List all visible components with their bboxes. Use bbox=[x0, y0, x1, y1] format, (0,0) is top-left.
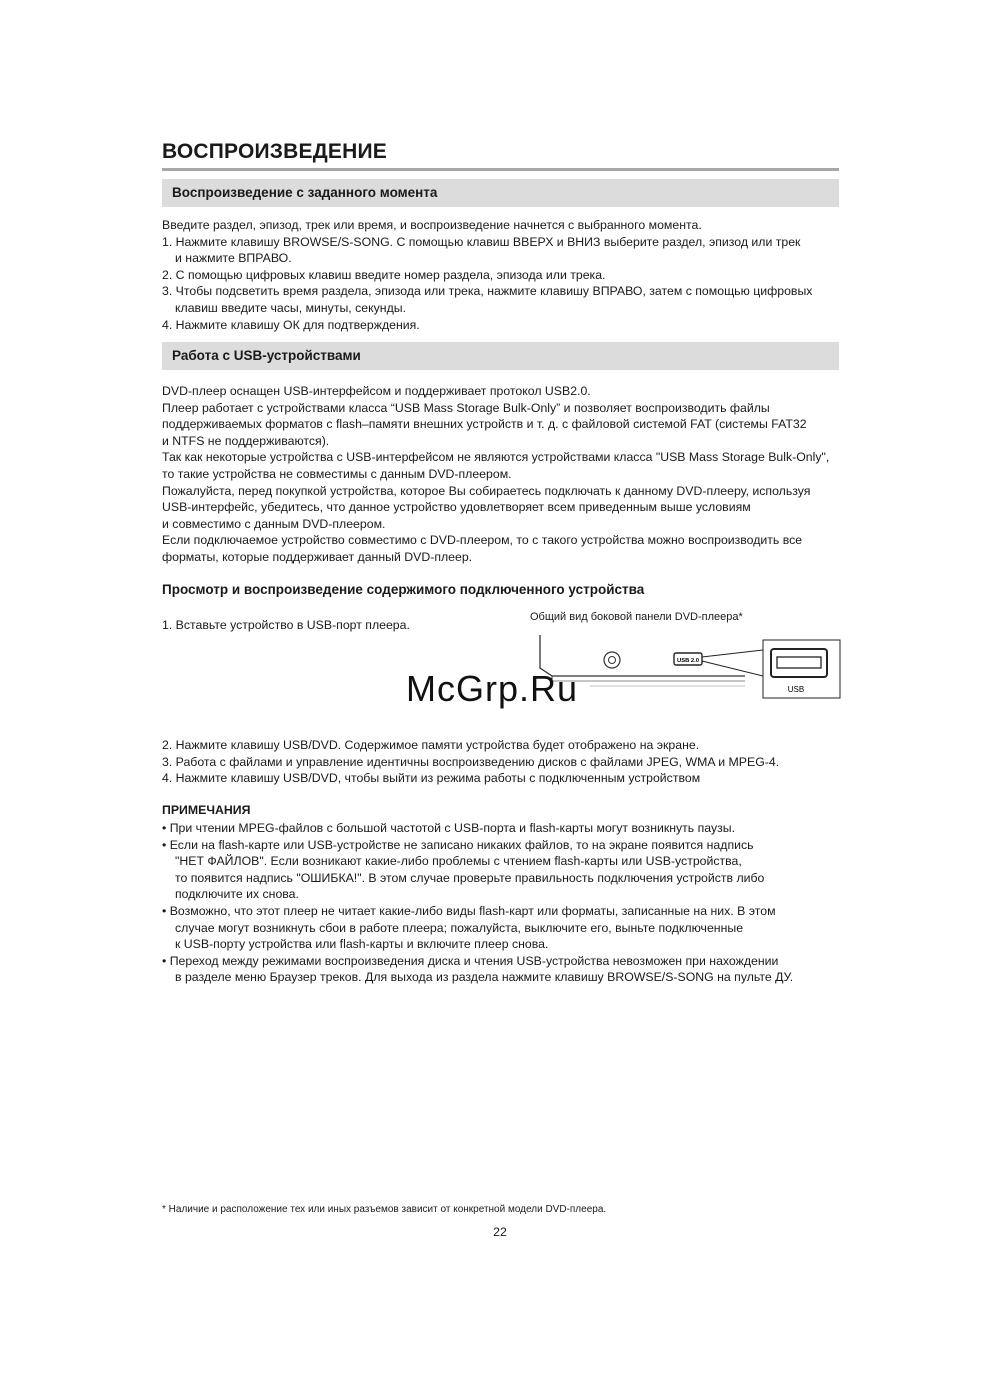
note-line: "НЕТ ФАЙЛОВ". Если возникают какие-либо проблемы с чтением flash-карты или USB-устройства, bbox=[175, 854, 742, 869]
notes-body bbox=[162, 820, 852, 986]
note-line: подключите их снова. bbox=[175, 887, 299, 902]
usb-port-small-label: USB 2.0 bbox=[677, 658, 699, 664]
callout-line bbox=[702, 650, 763, 657]
note-line: то появится надпись "ОШИБКА!". В этом случае проверьте правильность подключения устройств либо bbox=[175, 870, 765, 885]
title-divider bbox=[162, 168, 839, 171]
subheading-browse-connected-device: Просмотр и воспроизведение содержимого подключенного устройства bbox=[162, 582, 645, 597]
text-line: USB-интерфейс, убедитесь, что данное устройство удовлетворяет всем приведенным выше условиям bbox=[162, 500, 751, 515]
note-line: • Если на flash-карте или USB-устройстве не записано никаких файлов, то на экране появится надпись bbox=[162, 837, 754, 852]
callout-line bbox=[702, 661, 763, 676]
text-line: DVD-плеер оснащен USB-интерфейсом и поддерживает протокол USB2.0. bbox=[162, 384, 591, 398]
text-line: 2. Нажмите клавишу USB/DVD. Содержимое памяти устройства будет отображено на экране. bbox=[162, 738, 700, 752]
note-line: • При чтении MPEG-файлов с большой частотой с USB-порта и flash-карты могут возникнуть паузы. bbox=[162, 821, 736, 835]
section-heading-usb-devices: Работа с USB-устройствами bbox=[162, 342, 839, 370]
note-line: • Переход между режимами воспроизведения диска и чтения USB-устройства невозможен при нахождении bbox=[162, 953, 779, 968]
text-line: 2. С помощью цифровых клавиш введите номер раздела, эпизода или трека. bbox=[162, 267, 606, 282]
text-line: Если подключаемое устройство совместимо с DVD-плеером, то с такого устройства можно воспроизводить все bbox=[162, 533, 803, 548]
note-line: к USB-порту устройства или flash-карты и включите плеер снова. bbox=[175, 937, 549, 952]
text-line: 4. Нажмите клавишу ОК для подтверждения. bbox=[162, 317, 420, 332]
note-line: в разделе меню Браузер треков. Для выхода из раздела нажмите клавишу BROWSE/S-SONG на пульте ДУ. bbox=[175, 970, 794, 985]
text-line: и совместимо с данным DVD-плеером. bbox=[162, 516, 386, 531]
page-title: ВОСПРОИЗВЕДЕНИЕ bbox=[162, 140, 387, 163]
text-line: форматы, которые поддерживает данный DVD-плеер. bbox=[162, 549, 473, 564]
text-line: и нажмите ВПРАВО. bbox=[175, 251, 292, 266]
round-socket-icon bbox=[604, 652, 620, 668]
text-line: Плеер работает с устройствами класса “USB Mass Storage Bulk-Only” и позволяет воспроизводить файлы bbox=[162, 400, 770, 415]
note-line: случае могут возникнуть сбои в работе плеера; пожалуйста, выключите его, выньте подключенные bbox=[175, 920, 744, 935]
text-line: Пожалуйста, перед покупкой устройства, которое Вы собираетесь подключать к данному DVD-плееру, используя bbox=[162, 483, 811, 498]
text-line: Так как некоторые устройства с USB-интерфейсом не являются устройствами класса "USB Mass Storage Bulk-Only", bbox=[162, 450, 830, 465]
text-line: клавиш введите часы, минуты, секунды. bbox=[175, 300, 407, 315]
round-socket-inner bbox=[609, 657, 616, 664]
text-line: то такие устройства не совместимы с данным DVD-плеером. bbox=[162, 466, 512, 481]
section-heading-playback-from-point: Воспроизведение с заданного момента bbox=[162, 179, 839, 207]
text-line: 1. Нажмите клавишу BROWSE/S-SONG. С помощью клавиш ВВЕРХ и ВНИЗ выберите раздел, эпизод или трек bbox=[162, 234, 801, 249]
notes-heading: ПРИМЕЧАНИЯ bbox=[162, 803, 251, 817]
section2-body bbox=[162, 383, 852, 566]
note-line: • Возможно, что этот плеер не читает какие-либо виды flash-карт или форматы, записанные на них. В этом bbox=[162, 903, 776, 918]
text-line: 1. Вставьте устройство в USB-порт плеера. bbox=[162, 618, 410, 632]
text-line: 4. Нажмите клавишу USB/DVD, чтобы выйти из режима работы с подключенным устройством bbox=[162, 771, 701, 786]
text-line: 3. Работа с файлами и управление идентичны воспроизведению дисков с файлами JPEG, WMA и MPEG-4. bbox=[162, 754, 780, 769]
page-number: 22 bbox=[493, 1225, 507, 1239]
figure-caption: Общий вид боковой панели DVD-плеера* bbox=[530, 611, 743, 623]
text-line: Введите раздел, эпизод, трек или время, и воспроизведение начнется с выбранного момента. bbox=[162, 218, 702, 232]
section1-body bbox=[162, 217, 852, 333]
watermark: McGrp.Ru bbox=[406, 668, 579, 709]
steps-2-4 bbox=[162, 737, 852, 787]
text-line: 3. Чтобы подсветить время раздела, эпизода или трека, нажмите клавишу ВПРАВО, затем с помощью цифровых bbox=[162, 284, 813, 299]
text-line: поддерживаемых форматов с flash–памяти внешних устройств и т. д. с файловой системой FAT (системы FAT32 bbox=[162, 417, 807, 432]
footnote: * Наличие и расположение тех или иных разъемов зависит от конкретной модели DVD-плеера. bbox=[162, 1204, 607, 1215]
usb-port-large-label: USB bbox=[787, 685, 805, 694]
text-line: и NTFS не поддерживаются). bbox=[162, 433, 330, 448]
